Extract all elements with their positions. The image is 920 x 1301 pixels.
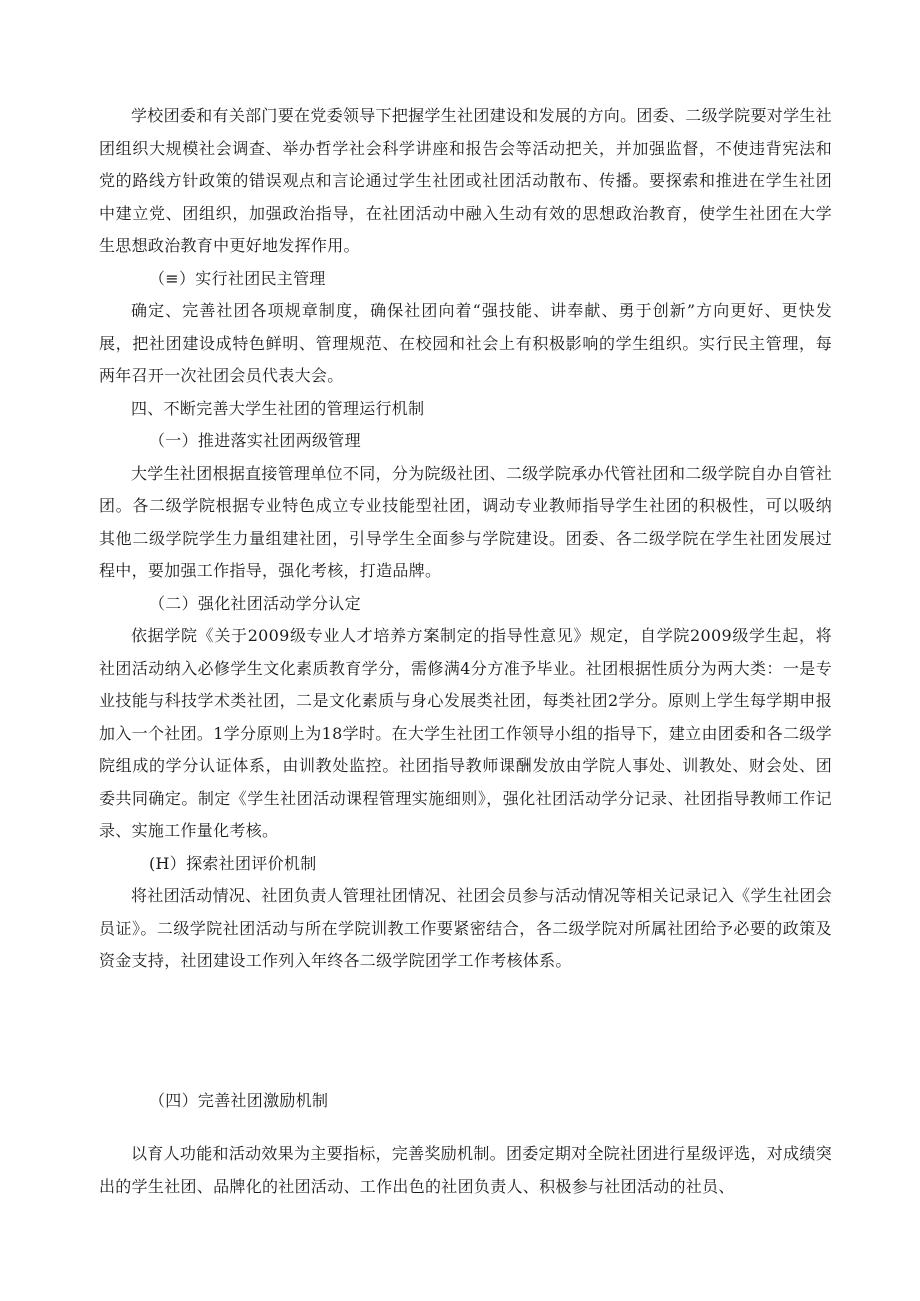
subheading-democratic-management: （≡）实行社团民主管理 <box>149 268 326 288</box>
paragraph-two-level-management: 大学生社团根据直接管理单位不同，分为院级社团、二级学院承办代管社团和二级学院自办自管社团。各二级学院根据专业特色成立专业技能型社团，调动专业教师指导学生社团的积极性，可以吸纳其他二级学院学生力量组建社团，引导学生全面参与学院建设。团委、各二级学院在学生社团发展过程中，要加强工作指导，强化考核，打造品牌。 <box>99 463 832 580</box>
subheading-incentive: （四）完善社团激励机制 <box>149 1091 329 1110</box>
paragraph-incentive: 以育人功能和活动效果为主要指标，完善奖励机制。团委定期对全院社团进行星级评选，对成绩突出的学生社团、品牌化的社团活动、工作出色的社团负责人、积极参与社团活动的社员、 <box>99 1144 832 1196</box>
text-block-1 <box>99 100 832 978</box>
text-block-3 <box>99 1138 832 1203</box>
subheading-two-level-management: （一）推进落实社团两级管理 <box>149 431 361 450</box>
text-block-2 <box>99 1085 832 1118</box>
subheading-evaluation: (H）探索社团评价机制 <box>149 853 317 873</box>
paragraph-credit-recognition: 依据学院《关于2009级专业人才培养方案制定的指导性意见》规定，自学院2009级学生起，将社团活动纳入必修学生文化素质教育学分，需修满4分方准予毕业。社团根据性质分为两大类：一是专业技能与科技学术类社团，二是文化素质与身心发展类社团，每类社团2学分。原则上学生每学期申报加入一个社团。1学分原则上为18学时。在大学生社团工作领导小组的指导下，建立由团委和各二级学院组成的学分认证体系，由训教处监控。社团指导教师课酬发放由学院人事处、训教处、财会处、团委共同确定。制定《学生社团活动课程管理实施细则》，强化社团活动学分记录、社团指导教师工作记录、实施工作量化考核。 <box>99 626 832 840</box>
paragraph-party-guidance: 学校团委和有关部门要在党委领导下把握学生社团建设和发展的方向。团委、二级学院要对学生社团组织大规模社会调查、举办哲学社会科学讲座和报告会等活动把关，并加强监督，不使违背宪法和党的路线方针政策的错误观点和言论通过学生社团或社团活动散布、传播。要探索和推进在学生社团中建立党、团组织，加强政治指导，在社团活动中融入生动有效的思想政治教育，使学生社团在大学生思想政治教育中更好地发挥作用。 <box>99 106 832 255</box>
subheading-credit-recognition: （二）强化社团活动学分认定 <box>149 593 361 613</box>
section-heading-four: 四、不断完善大学生社团的管理运行机制 <box>131 398 425 418</box>
paragraph-evaluation: 将社团活动情况、社团负责人管理社团情况、社团会员参与活动情况等相关记录记入《学生社团会员证》。二级学院社团活动与所在学院训教工作要紧密结合，各二级学院对所属社团给予必要的政策及资金支持，社团建设工作列入年终各二级学院团学工作考核体系。 <box>99 886 832 970</box>
paragraph-regulations: 确定、完善社团各项规章制度，确保社团向着“强技能、讲奉献、勇于创新”方向更好、更快发展，把社团建设成特色鲜明、管理规范、在校园和社会上有积极影响的学生组织。实行民主管理，每两年召开一次社团会员代表大会。 <box>99 301 832 385</box>
